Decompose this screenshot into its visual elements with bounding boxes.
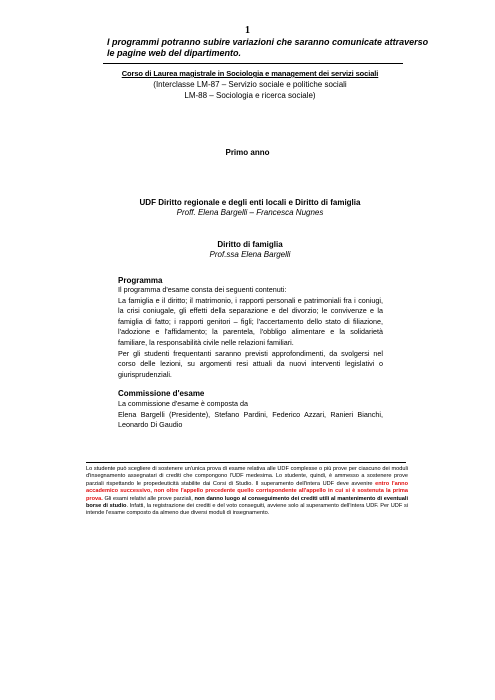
year-heading: Primo anno <box>225 148 270 157</box>
commissione-members: Elena Bargelli (Presidente), Stefano Pardini, Federico Azzari, Ranieri Bianchi, Leonardo Di Gaudio <box>118 409 383 430</box>
footnote-text-3: . Infatti, la registrazione dei crediti e del voto conseguiti, avviene solo al superamento dell'intera UDF. Per UDF si intende l'esame composto da almeno due diversi moduli di insegnamento. <box>86 503 409 517</box>
programma-contents: La famiglia e il diritto; il matrimonio, i rapporti personali e patrimoniali fra i coniugi, la crisi coniugale, gli effetti della separazione e del divorzio; le convivenze e la famiglia di fatto; i rapporti genitori – figli; l'accertamento dello stato di filiazione, l'adozione e l'affidamento; la parentela, l'obbligo alimentare e la solidarietà familiare, la responsabilità civile nelle relazioni familiari. <box>118 295 383 347</box>
course-title: Corso di Laurea magistrale in Sociologia e management dei servizi sociali <box>121 69 379 78</box>
footnote-text-1: Lo studente può scegliere di sostenere un'unica prova di esame relativa alle UDF complesse o più prove per ciascuno dei moduli d'insegnamento assegnatari di crediti che compongono l'UDF medesima. Lo studente, quindi, è ammesso a sostenere prove parziali rispettando le propedeuticità stabilite dai Corsi di Studio. Il superamento dell'intera UDF deve avvenire <box>86 466 408 487</box>
footnote-divider <box>86 462 406 463</box>
footnote <box>86 466 408 518</box>
footnote-deadline-red: entro l'anno accademico successivo, non oltre l'appello precedente quello corrispondente all'appello in cui si è sostenuta la prima prova. <box>86 480 408 502</box>
course-header <box>100 68 400 101</box>
course-class-lm88: LM-88 – Sociologia e ricerca sociale) <box>184 91 316 100</box>
module-title: Diritto di famiglia <box>217 240 283 249</box>
page-number: 1 <box>245 25 250 36</box>
variations-notice: I programmi potranno subire variazioni che saranno comunicate attraverso le pagine web del dipartimento. <box>107 37 429 58</box>
commissione-section <box>118 399 383 431</box>
module-header <box>100 240 400 260</box>
footnote-credits-bold: non danno luogo al conseguimento dei crediti utili al mantenimento di eventuali borse di studio <box>86 495 409 510</box>
programma-section <box>118 285 383 380</box>
commissione-intro: La commissione d'esame è composta da <box>118 399 249 408</box>
programma-heading: Programma <box>118 276 163 285</box>
course-interclass: (Interclasse LM-87 – Servizio sociale e politiche sociali <box>153 80 347 89</box>
udf-header <box>100 198 400 218</box>
notice-divider <box>103 63 403 64</box>
programma-frequent: Per gli studenti frequentanti saranno previsti approfondimenti, da svolgersi nel corso delle lezioni, su argomenti resi attuali da nuovi interventi legislativi o giurisprudenziali. <box>118 348 383 379</box>
footnote-text-2: Gli esami relativi alle prove parziali, <box>104 495 193 502</box>
commissione-heading: Commissione d'esame <box>118 389 205 398</box>
programma-intro: Il programma d'esame consta dei seguenti contenuti: <box>118 285 287 294</box>
udf-title: UDF Diritto regionale e degli enti locali e Diritto di famiglia <box>139 198 361 207</box>
udf-professors: Proff. Elena Bargelli – Francesca Nugnes <box>176 208 324 217</box>
module-professor: Prof.ssa Elena Bargelli <box>209 250 291 259</box>
